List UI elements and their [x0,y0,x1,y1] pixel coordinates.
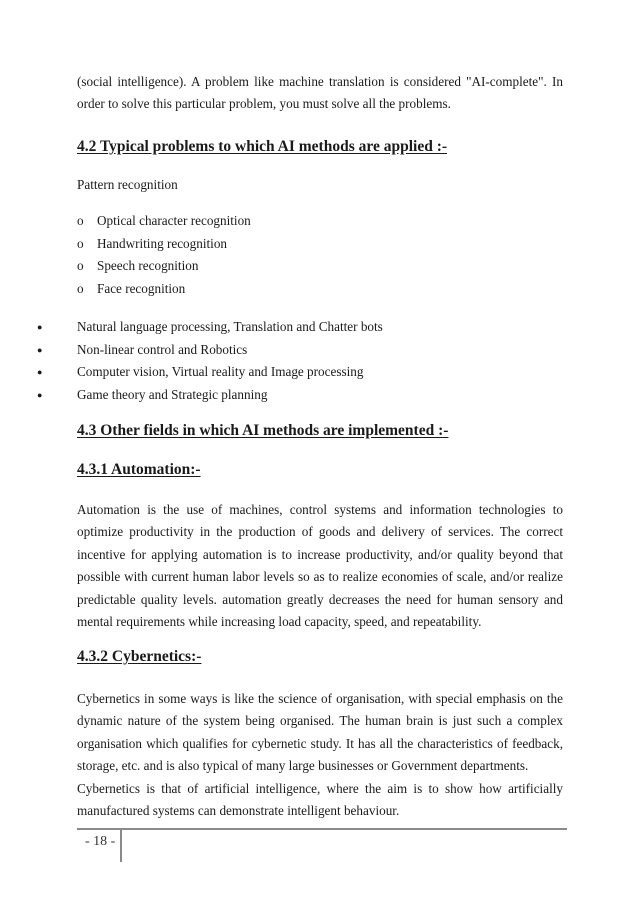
footer-rule [77,828,567,830]
section-4-2 [77,137,563,157]
pattern-recognition-list [77,210,563,300]
list-item: o Optical character recognition [77,210,563,233]
list-item: o Face recognition [77,278,563,301]
list-item: ● Game theory and Strategic planning [37,384,563,407]
list-item: ● Natural language processing, Translation and Chatter bots [37,316,563,339]
intro-paragraph-block [77,71,563,116]
section-4-3-2 [77,647,563,667]
list-item: ● Non-linear control and Robotics [37,339,563,362]
cybernetics-paragraph-2: Cybernetics is that of artificial intelligence, where the aim is to show how artificially manufactured systems can demonstrate intelligent behaviour. [77,780,563,819]
circle-marker: o [77,213,84,228]
section-4-3-1 [77,460,563,480]
circle-marker: o [77,258,84,274]
sub-list-block [77,210,563,300]
bullet-marker: ● [37,367,43,378]
list-item: o Speech recognition [77,255,563,278]
ai-applications-list [37,316,563,406]
automation-paragraph: Automation is the use of machines, control systems and information technologies to optimize productivity in the production of goods and delivery of services. The correct incentive for applying automation is to increase productivity, and/or quality beyond that possible with current human labor levels so as to realize economies of scale, and/or realize predictable quality levels. automation greatly decreases the need for human sensory and mental requirements while increasing load capacity, speed, and repeatability. [77,502,563,630]
section-4-2-heading: 4.2 Typical problems to which AI methods are applied :- [77,138,448,155]
page-number: - 18 - [85,834,116,849]
pattern-recognition-label: Pattern recognition [77,177,178,192]
bullet-list-block [37,316,563,406]
section-4-3-2-heading: 4.3.2 Cybernetics:- [77,648,202,665]
list-item: o Handwriting recognition [77,233,563,256]
pattern-recognition-block [77,174,563,196]
footer-divider [120,829,122,862]
cybernetics-paragraph-block [77,688,563,822]
bullet-marker: ● [37,344,43,355]
section-4-3-heading: 4.3 Other fields in which AI methods are implemented :- [77,422,449,439]
section-4-3 [77,421,563,441]
intro-paragraph: (social intelligence). A problem like machine translation is considered "AI-complete". In order to solve this particular problem, you must solve all the problems. [77,74,563,112]
circle-marker: o [77,235,84,251]
bullet-marker: ● [37,389,43,400]
bullet-marker: ● [37,322,43,332]
section-4-3-1-heading: 4.3.1 Automation:- [77,461,201,478]
list-item: ● Computer vision, Virtual reality and Image processing [37,361,563,384]
automation-paragraph-block [77,499,563,633]
cybernetics-paragraph-1: Cybernetics in some ways is like the science of organisation, with special emphasis on the dynamic nature of the system being organised. The human brain is just such a complex organisation which qualifies for cybernetic study. It has all the characteristics of feedback, storage, etc. and is also typical of many large businesses or Government departments. [77,691,563,774]
circle-marker: o [77,280,84,296]
